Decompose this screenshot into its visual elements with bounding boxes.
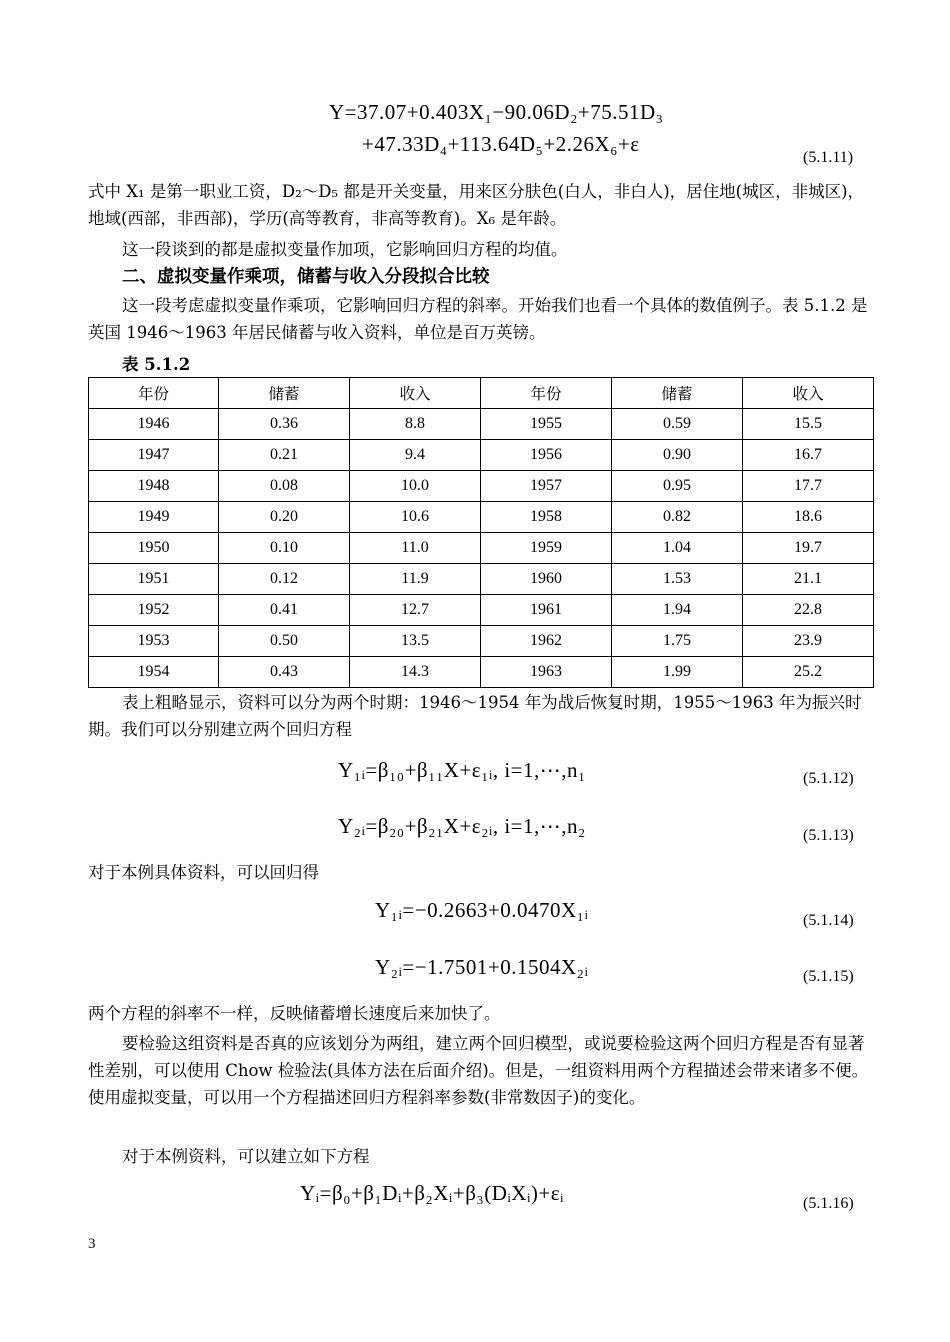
column-header: 收入 (350, 378, 481, 409)
table-cell: 1956 (481, 440, 612, 471)
savings-income-table (88, 377, 874, 688)
equation-5-1-13: Y₂ᵢ=β₂₀+β₂₁X+ε₂ᵢ, i=1,⋯,n₂ (338, 814, 586, 838)
table-cell: 1959 (481, 533, 612, 564)
table-cell: 16.7 (743, 440, 874, 471)
table-row (89, 502, 874, 533)
table-caption: 表 5.1.2 (122, 355, 191, 374)
table-cell: 11.0 (350, 533, 481, 564)
table-cell: 10.0 (350, 471, 481, 502)
table-cell: 1946 (89, 409, 219, 440)
equation-number: (5.1.15) (803, 968, 854, 985)
table-cell: 17.7 (743, 471, 874, 502)
table-row (89, 409, 874, 440)
equation-number: (5.1.14) (803, 912, 854, 929)
column-header: 储蓄 (219, 378, 350, 409)
paragraph-build-equation: 对于本例资料，可以建立如下方程 (122, 1147, 370, 1166)
table-header-row (89, 378, 874, 409)
equation-number: (5.1.12) (803, 770, 854, 787)
table-cell: 0.36 (219, 409, 350, 440)
equation-number: (5.1.13) (803, 827, 854, 844)
table-cell: 23.9 (743, 626, 874, 657)
table-cell: 12.7 (350, 595, 481, 626)
table-cell: 1953 (89, 626, 219, 657)
table-cell: 9.4 (350, 440, 481, 471)
paragraph-regression-result: 对于本例具体资料，可以回归得 (88, 863, 319, 882)
table-cell: 21.1 (743, 564, 874, 595)
table-cell: 1960 (481, 564, 612, 595)
column-header: 年份 (481, 378, 612, 409)
page-number: 3 (88, 1236, 96, 1252)
table-cell: 1.75 (612, 626, 743, 657)
table-cell: 22.8 (743, 595, 874, 626)
paragraph-variable-definitions: 式中 X₁ 是第一职业工资，D₂～D₅ 都是开关变量，用来区分肤色(白人，非白人)，居住地(城区，非城区)，地域(西部，非西部)，学历(高等教育，非高等教育)。X₆ 是年龄。 (88, 182, 865, 228)
column-header: 储蓄 (612, 378, 743, 409)
paragraph-two-periods: 表上粗略显示，资料可以分为两个时期：1946～1954 年为战后恢复时期，1955～1963 年为振兴时期。我们可以分别建立两个回归方程 (88, 693, 862, 739)
section-heading: 二、虚拟变量作乘项，储蓄与收入分段拟合比较 (122, 267, 490, 287)
table-cell: 1951 (89, 564, 219, 595)
table-cell: 1948 (89, 471, 219, 502)
table-cell: 1.94 (612, 595, 743, 626)
table-cell: 0.43 (219, 657, 350, 688)
table-cell: 1955 (481, 409, 612, 440)
paragraph-multiplicative-dummy-intro: 这一段考虑虚拟变量作乘项，它影响回归方程的斜率。开始我们也看一个具体的数值例子。表 5.1.2 是英国 1946～1963 年居民储蓄与收入资料，单位是百万英镑。 (88, 296, 868, 342)
equation-5-1-11-line2: +47.33D₄+113.64D₅+2.26X₆+ε (362, 132, 640, 156)
table-cell: 19.7 (743, 533, 874, 564)
table-cell: 0.41 (219, 595, 350, 626)
table-row (89, 471, 874, 502)
equation-5-1-16: Yᵢ=β₀+β₁Dᵢ+β₂Xᵢ+β₃(DᵢXᵢ)+εᵢ (300, 1181, 564, 1205)
table-cell: 0.12 (219, 564, 350, 595)
table-cell: 8.8 (350, 409, 481, 440)
table-row (89, 595, 874, 626)
paragraph-chow-test: 要检验这组资料是否真的应该划分为两组，建立两个回归模型，或说要检验这两个回归方程是否有显著性差别，可以使用 Chow 检验法(具体方法在后面介绍)。但是，一组资料用两个方程描述会带来诸多不便。使用虚拟变量，可以用一个方程描述回归方程斜率参数(非常数因子)的变化。 (88, 1034, 869, 1107)
table-cell: 0.08 (219, 471, 350, 502)
table-row (89, 657, 874, 688)
table-cell: 1957 (481, 471, 612, 502)
table-cell: 0.10 (219, 533, 350, 564)
table-row (89, 533, 874, 564)
table-cell: 10.6 (350, 502, 481, 533)
table-cell: 1.04 (612, 533, 743, 564)
table-cell: 0.20 (219, 502, 350, 533)
column-header: 收入 (743, 378, 874, 409)
table-cell: 1.53 (612, 564, 743, 595)
table-cell: 0.90 (612, 440, 743, 471)
table-cell: 25.2 (743, 657, 874, 688)
paragraph-additive-dummy: 这一段谈到的都是虚拟变量作加项，它影响回归方程的均值。 (122, 240, 568, 259)
equation-number: (5.1.16) (803, 1195, 854, 1212)
table-cell: 1947 (89, 440, 219, 471)
paragraph-slope-difference: 两个方程的斜率不一样，反映储蓄增长速度后来加快了。 (88, 1004, 501, 1023)
equation-number: (5.1.11) (803, 149, 854, 166)
table-cell: 1958 (481, 502, 612, 533)
table-row (89, 626, 874, 657)
table-cell: 1950 (89, 533, 219, 564)
table-cell: 1949 (89, 502, 219, 533)
table-row (89, 440, 874, 471)
table-cell: 1961 (481, 595, 612, 626)
equation-5-1-15: Y₂ᵢ=−1.7501+0.1504X₂ᵢ (375, 955, 589, 979)
table-cell: 0.59 (612, 409, 743, 440)
table-cell: 1962 (481, 626, 612, 657)
table-cell: 18.6 (743, 502, 874, 533)
table-cell: 0.95 (612, 471, 743, 502)
table-cell: 0.82 (612, 502, 743, 533)
table-cell: 1.99 (612, 657, 743, 688)
table-cell: 15.5 (743, 409, 874, 440)
column-header: 年份 (89, 378, 219, 409)
table-cell: 11.9 (350, 564, 481, 595)
table-cell: 0.50 (219, 626, 350, 657)
table-cell: 13.5 (350, 626, 481, 657)
table-cell: 14.3 (350, 657, 481, 688)
table-cell: 0.21 (219, 440, 350, 471)
table-cell: 1952 (89, 595, 219, 626)
equation-5-1-12: Y₁ᵢ=β₁₀+β₁₁X+ε₁ᵢ, i=1,⋯,n₁ (338, 758, 586, 782)
equation-5-1-11-line1: Y=37.07+0.403X₁−90.06D₂+75.51D₃ (329, 100, 664, 124)
table-row (89, 564, 874, 595)
table-cell: 1963 (481, 657, 612, 688)
table-cell: 1954 (89, 657, 219, 688)
equation-5-1-14: Y₁ᵢ=−0.2663+0.0470X₁ᵢ (375, 898, 589, 922)
